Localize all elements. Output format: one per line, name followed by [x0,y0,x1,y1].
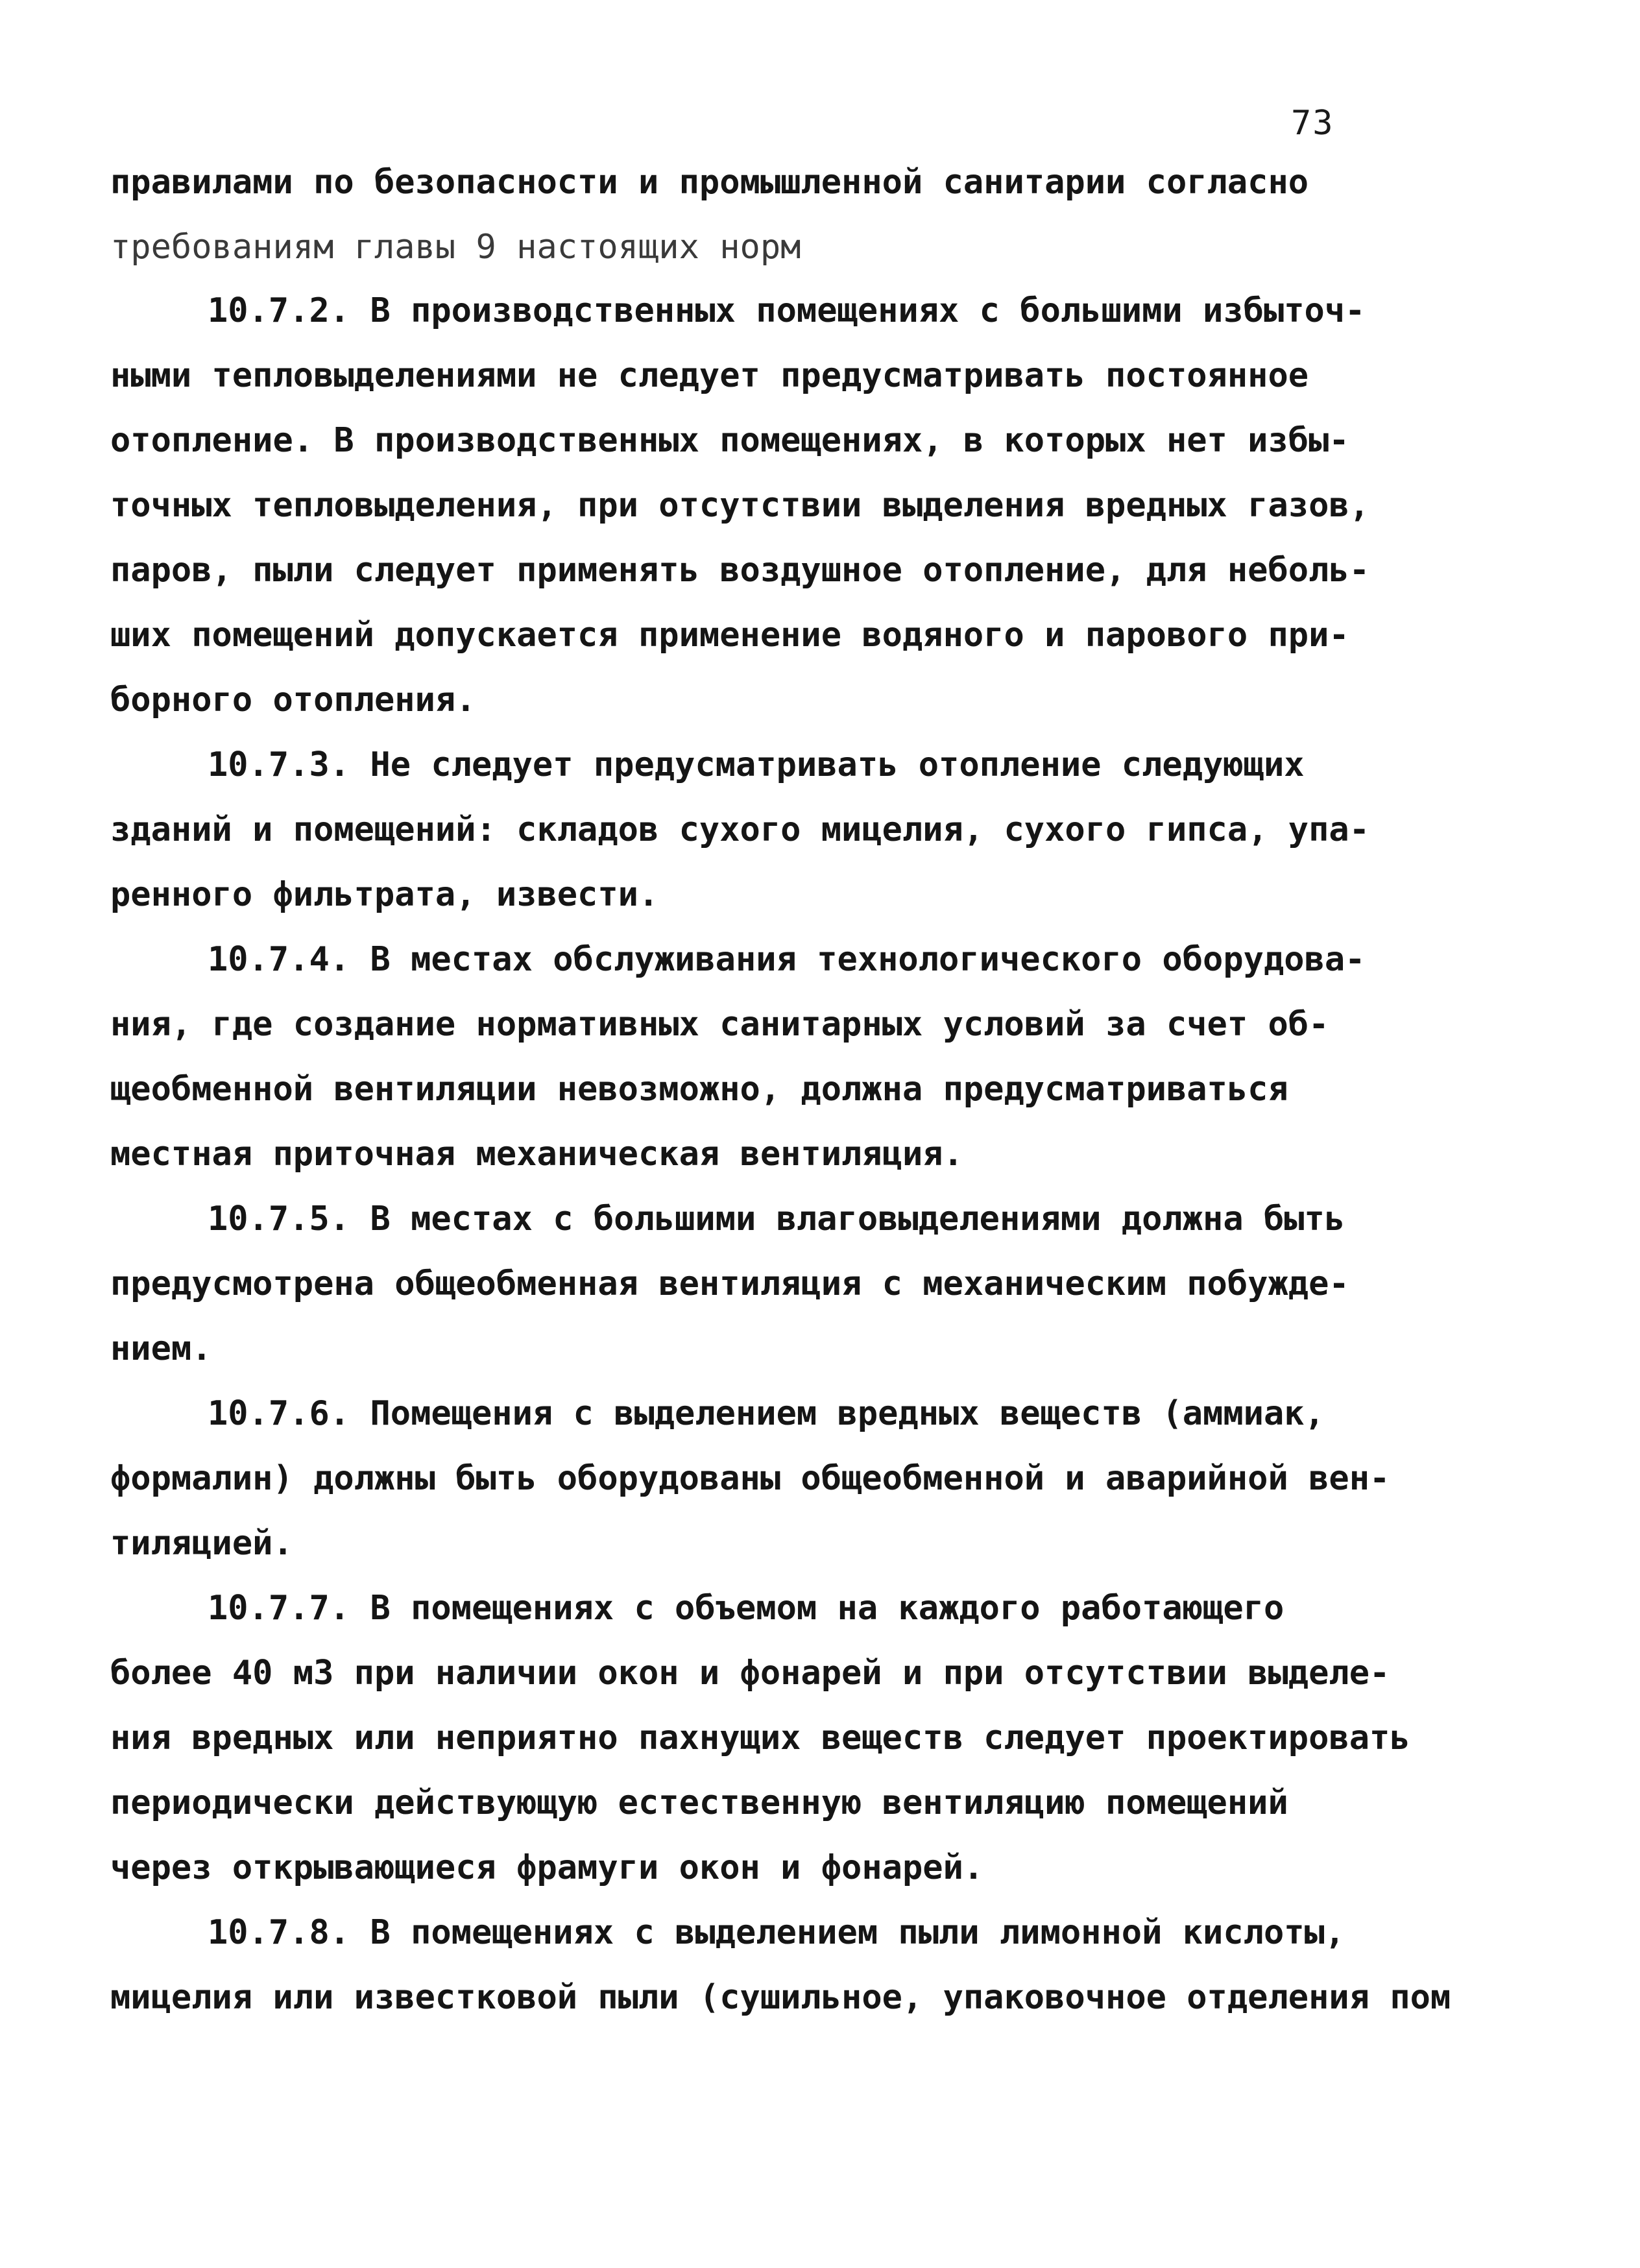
text-line: зданий и помещений: складов сухого мицелия, сухого гипса, упа- [110,810,1370,849]
text-line: формалин) должны быть оборудованы общеобменной и аварийной вен- [110,1459,1390,1498]
text-line: ния, где создание нормативных санитарных условий за счет об- [110,1005,1329,1044]
text-line: правилами по безопасности и промышленной санитарии согласно [110,163,1309,202]
text-line: требованиям главы 9 настоящих норм [110,228,801,267]
section-10-7-2: 10.7.2. В производственных помещениях с большими избыточ- [208,291,1366,330]
text-line: ния вредных или неприятно пахнущих веществ следует проектировать [110,1719,1410,1757]
text-line: ными тепловыделениями не следует предусматривать постоянное [110,356,1309,395]
text-line: отопление. В производственных помещениях, в которых нет избы- [110,421,1349,460]
section-10-7-5: 10.7.5. В местах с большими влаговыделениями должна быть [208,1200,1345,1238]
text-line: паров, пыли следует применять воздушное отопление, для неболь- [110,551,1370,590]
text-line: более 40 м3 при наличии окон и фонарей и при отсутствии выделе- [110,1654,1390,1693]
text-line: ренного фильтрата, извести. [110,875,659,914]
text-line: предусмотрена общеобменная вентиляция с механическим побужде- [110,1264,1349,1303]
section-10-7-6: 10.7.6. Помещения с выделением вредных веществ (аммиак, [208,1394,1325,1433]
section-10-7-8: 10.7.8. В помещениях с выделением пыли лимонной кислоты, [208,1913,1345,1952]
text-line: щеобменной вентиляции невозможно, должна предусматриваться [110,1070,1288,1109]
text-line: периодически действующую естественную вентиляцию помещений [110,1783,1288,1822]
text-line: нием. [110,1329,212,1368]
section-10-7-3: 10.7.3. Не следует предусматривать отопление следующих [208,745,1305,784]
text-line: местная приточная механическая вентиляция. [110,1135,963,1174]
text-line: тиляцией. [110,1524,293,1563]
section-10-7-4: 10.7.4. В местах обслуживания технологического оборудова- [208,940,1366,979]
section-10-7-7: 10.7.7. В помещениях с объемом на каждого работающего [208,1589,1284,1628]
text-line: через открывающиеся фрамуги окон и фонарей. [110,1848,984,1887]
text-line: точных тепловыделения, при отсутствии выделения вредных газов, [110,486,1370,525]
text-line: борного отопления. [110,681,476,719]
page-number: 73 [1291,104,1334,143]
text-line: мицелия или известковой пыли (сушильное, упаковочное отделения пом [110,1978,1451,2017]
text-line: ших помещений допускается применение водяного и парового при- [110,616,1349,655]
